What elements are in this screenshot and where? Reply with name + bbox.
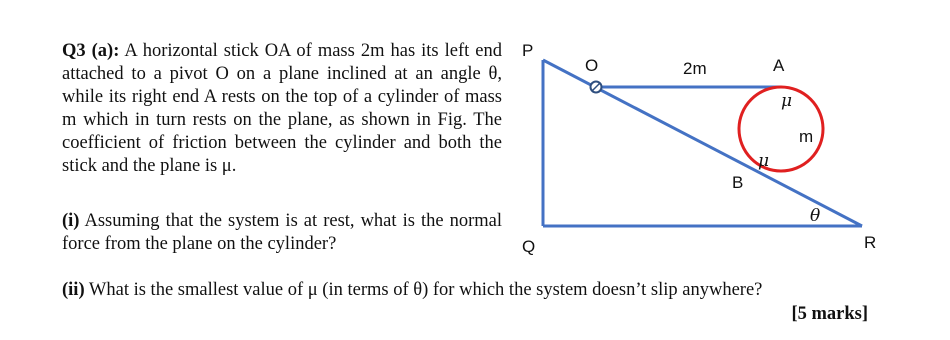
question-intro-text: A horizontal stick OA of mass 2m has its left end attached to a pivot O on a plane inclined at an angle θ, while its right end A rests on the top of a cylinder of mass m which in turn rests on the plane, as shown in Fig. The coefficient of friction between the cylinder and both the stick and the plane is μ. bbox=[62, 41, 503, 176]
label-theta: θ bbox=[810, 206, 821, 226]
question-heading: Q3 (a): bbox=[62, 41, 120, 61]
label-mu-top: μ bbox=[781, 91, 793, 111]
part-i-text: Assuming that the system is at rest, what is the normal force from the plane on the cylinder? bbox=[62, 211, 502, 254]
part-i-label: (i) bbox=[62, 211, 80, 231]
label-mu-bottom: μ bbox=[758, 151, 770, 171]
part-ii-text: What is the smallest value of μ (in terms of θ) for which the system doesn’t slip anywhere? bbox=[88, 280, 763, 300]
label-cylinder-mass: m bbox=[799, 127, 814, 146]
label-o: O bbox=[585, 56, 599, 75]
label-q: Q bbox=[522, 237, 536, 256]
part-ii-label: (ii) bbox=[62, 280, 85, 300]
label-a: A bbox=[773, 56, 785, 75]
label-b: B bbox=[732, 173, 744, 192]
label-r: R bbox=[864, 233, 877, 252]
label-p: P bbox=[522, 41, 534, 60]
marks-label: [5 marks] bbox=[791, 304, 868, 324]
label-stick-mass: 2m bbox=[683, 59, 707, 78]
